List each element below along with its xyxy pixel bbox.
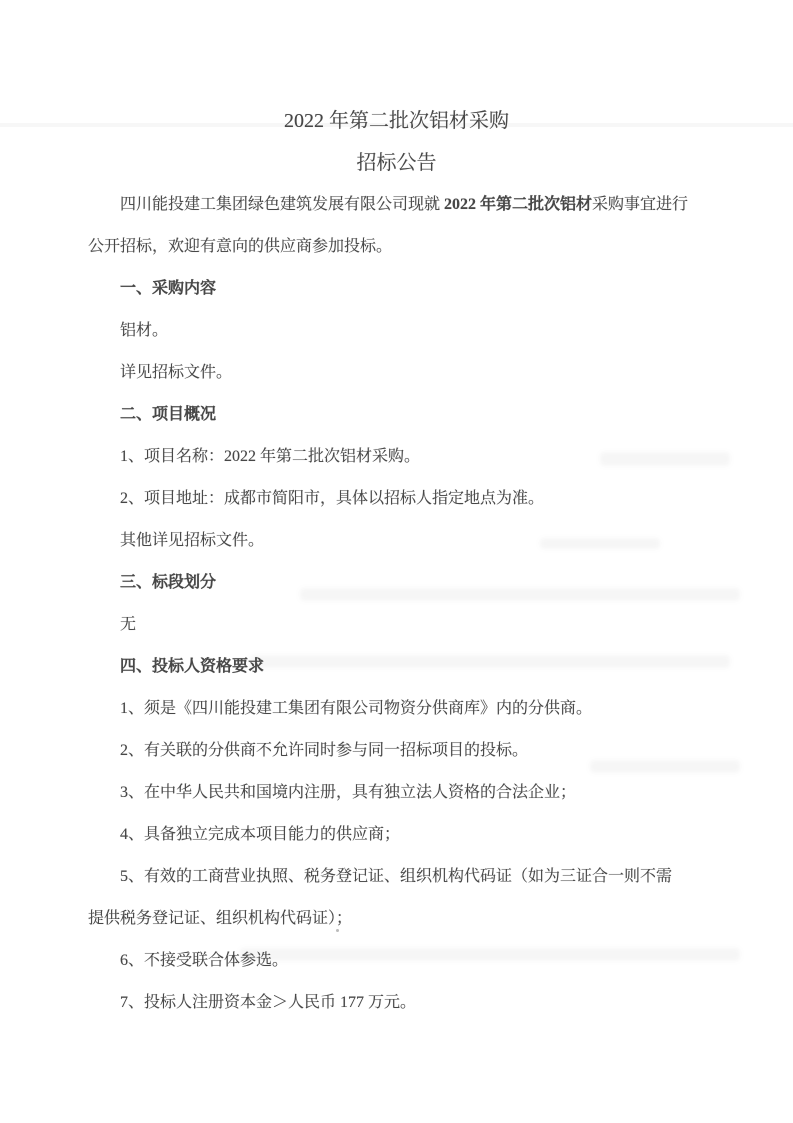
doc-line bbox=[0, 520, 793, 562]
doc-line bbox=[0, 940, 793, 982]
text-segment: 铝材。 bbox=[120, 322, 169, 339]
text-segment: 无 bbox=[120, 616, 137, 633]
text-segment: 四川能投建工集团绿色建筑发展有限公司现就 bbox=[120, 196, 445, 213]
doc-line bbox=[0, 226, 793, 268]
text-segment: 公开招标，欢迎有意向的供应商参加投标。 bbox=[88, 238, 393, 255]
doc-line bbox=[0, 688, 793, 730]
doc-line bbox=[0, 310, 793, 352]
doc-line bbox=[0, 730, 793, 772]
text-segment: 其他详见招标文件。 bbox=[120, 532, 265, 549]
text-segment: 1、项目名称：2022 年第二批次铝材采购。 bbox=[120, 448, 421, 465]
doc-line bbox=[0, 982, 793, 1024]
doc-line bbox=[0, 898, 793, 940]
text-segment: 4、具备独立完成本项目能力的供应商； bbox=[120, 826, 401, 843]
text-segment: 6、不接受联合体参选。 bbox=[120, 952, 289, 969]
doc-line bbox=[0, 856, 793, 898]
text-segment: 采购事宜进行 bbox=[592, 196, 689, 213]
text-segment: 四、投标人资格要求 bbox=[120, 658, 265, 675]
text-segment: 2、项目地址：成都市简阳市，具体以招标人指定地点为准。 bbox=[120, 490, 545, 507]
text-segment: 5、有效的工商营业执照、税务登记证、组织机构代码证（如为三证合一则不需 bbox=[120, 868, 673, 885]
doc-line bbox=[0, 184, 793, 226]
doc-line bbox=[0, 352, 793, 394]
section-heading bbox=[0, 394, 793, 436]
doc-line bbox=[0, 604, 793, 646]
document-content bbox=[0, 100, 793, 1024]
text-segment: 3、在中华人民共和国境内注册，具有独立法人资格的合法企业； bbox=[120, 784, 577, 801]
doc-line bbox=[0, 772, 793, 814]
section-heading bbox=[0, 646, 793, 688]
section-heading bbox=[0, 268, 793, 310]
text-segment: 一、采购内容 bbox=[120, 280, 217, 297]
doc-line bbox=[0, 478, 793, 520]
text-segment: 提供税务登记证、组织机构代码证）； bbox=[88, 910, 353, 927]
document-body bbox=[0, 184, 793, 1024]
document-subtitle: 招标公告 bbox=[356, 152, 437, 174]
text-segment: 详见招标文件。 bbox=[120, 364, 233, 381]
doc-line bbox=[0, 814, 793, 856]
document-title: 2022 年第二批次铝材采购 bbox=[284, 110, 509, 132]
text-segment: 1、须是《四川能投建工集团有限公司物资分供商库》内的分供商。 bbox=[120, 700, 593, 717]
text-segment: 7、投标人注册资本金＞人民币 177 万元。 bbox=[120, 994, 417, 1011]
doc-line bbox=[0, 436, 793, 478]
text-segment: 三、标段划分 bbox=[120, 574, 217, 591]
text-segment: 二、项目概况 bbox=[120, 406, 217, 423]
text-segment: 2022 年第二批次铝材 bbox=[444, 196, 593, 213]
section-heading bbox=[0, 562, 793, 604]
text-segment: 2、有关联的分供商不允许同时参与同一招标项目的投标。 bbox=[120, 742, 529, 759]
